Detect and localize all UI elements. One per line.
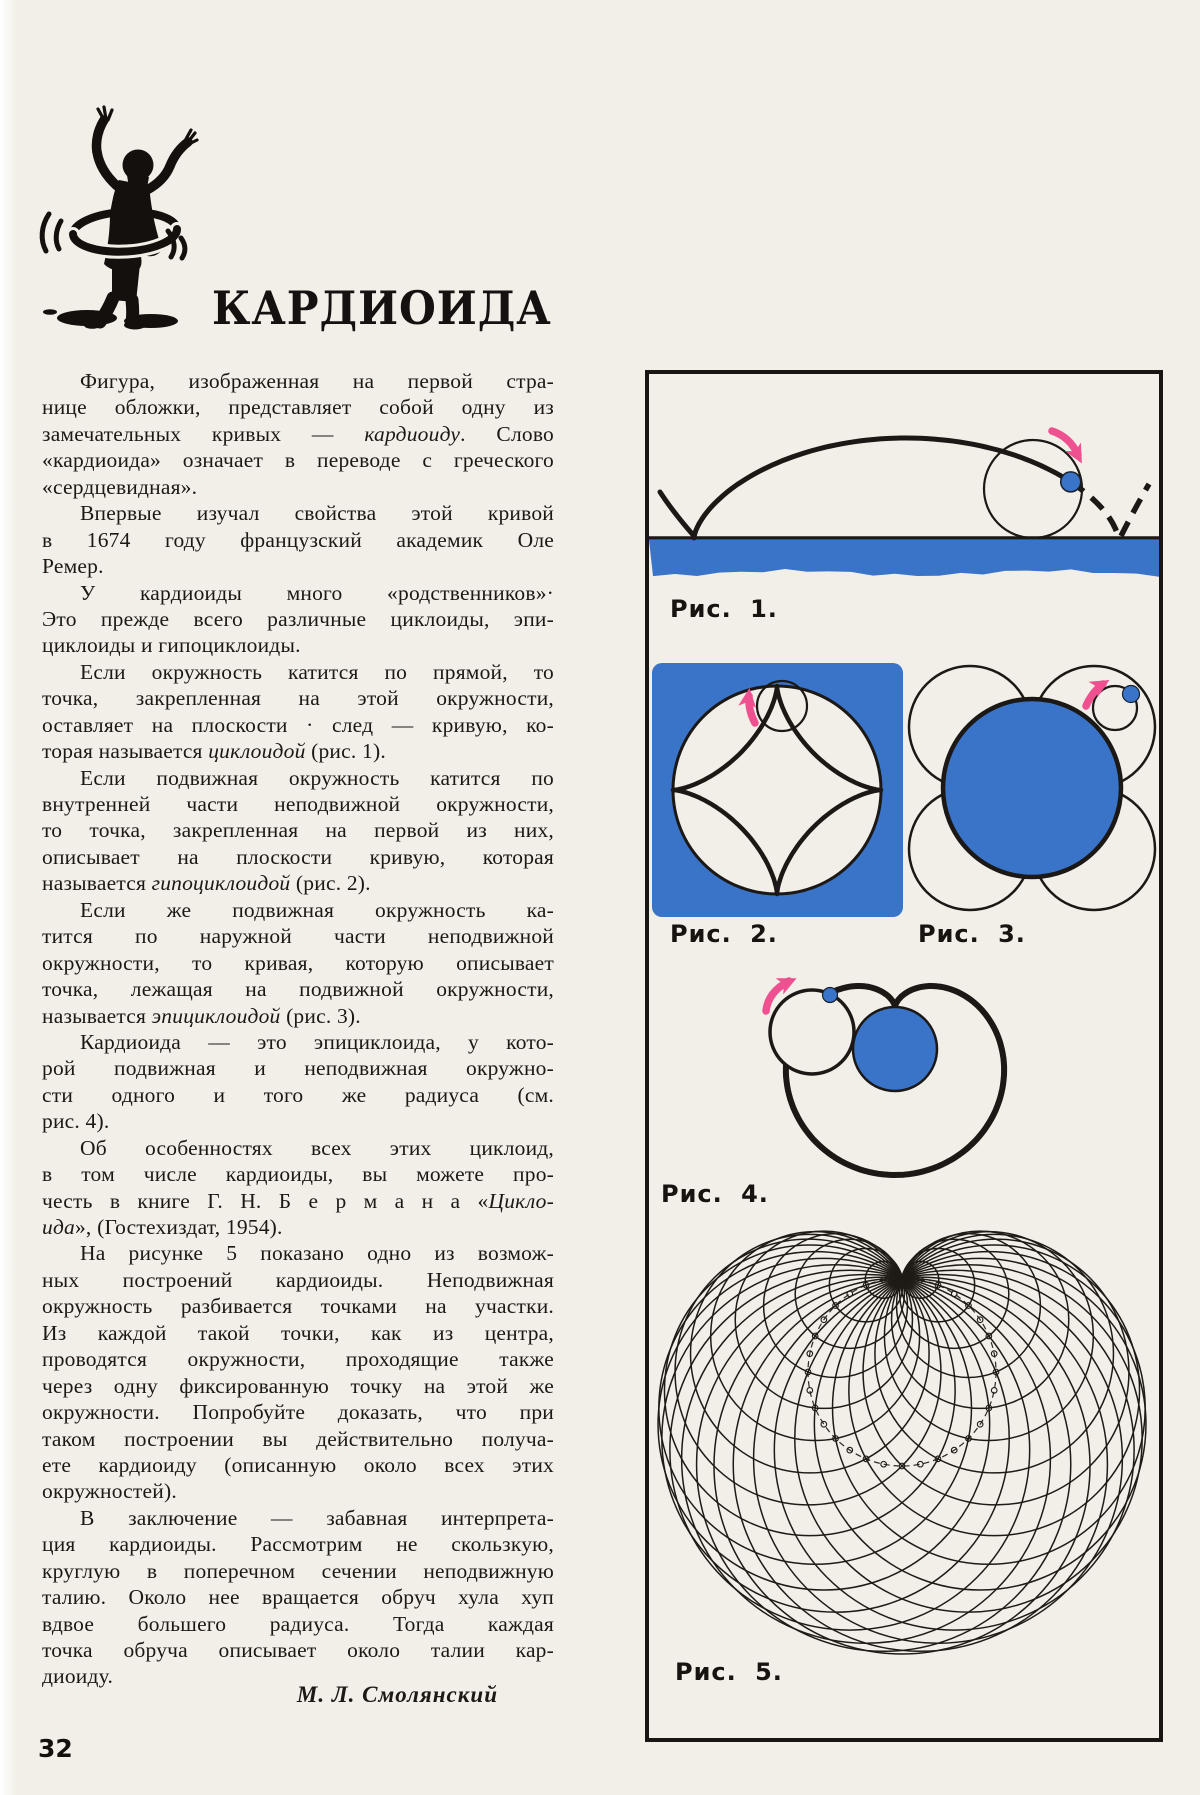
text-line: талию. Около нее вращается обруч хула хуп [42,1585,554,1610]
text-line: рис. 4). [42,1109,110,1134]
text-line: то точка, закрепленная на первой из них, [42,818,554,843]
text-line: рой подвижная и неподвижная окружно- [42,1056,554,1081]
text-line: В заключение — забавная интерпрета- [80,1505,554,1530]
text-line: Если подвижная окружность катится по [80,765,554,790]
text-line: честь в книге Г. Н. Б е р м а н а «Цикло- [42,1188,554,1213]
author-signature: М. Л. Смолянский [296,1682,498,1707]
text-line: нице обложки, представляет собой одну из [42,395,554,420]
text-line: точка, закрепленная на этой окружности, [42,686,554,711]
text-line: Ремер. [42,554,104,579]
text-line: «кардиоида» означает в переводе с греческого [42,448,554,473]
text-line: круглую в поперечном сечении неподвижную [42,1558,554,1583]
text-line: внутренней части неподвижной окружности, [42,792,554,816]
text-line: диоиду. [42,1664,114,1689]
figure-5-caption: Рис. 5. [675,1658,783,1686]
text-line: «сердцевидная». [42,474,198,499]
text-line: окружность разбивается точками на участки. [42,1294,554,1319]
text-line: описывает на плоскости кривую, которая [42,844,554,869]
text-line: оставляет на плоскости · след — кривую, ко- [42,712,554,737]
figure-2-caption: Рис. 2. [670,920,778,948]
text-line: ида», (Гостехиздат, 1954). [42,1215,283,1239]
text-line: проводятся окружности, проходящие также [42,1347,554,1372]
text-line: в 1674 году французский академик Оле [42,527,554,552]
text-line: в том числе кардиоиды, вы можете про- [42,1162,554,1187]
text-line: У кардиоиды много «родственников»· [80,580,554,605]
text-line: тится по наружной части неподвижной [42,924,554,949]
text-line: точка, лежащая на подвижной окружности, [42,977,554,1002]
figure-3-caption: Рис. 3. [918,920,1026,948]
text-line: Это прежде всего различные циклоиды, эпи- [42,606,554,631]
text-line: через одну фиксированную точку на этой же [42,1373,554,1398]
text-line: ете кардиоиду (описанную около всех этих [42,1452,554,1477]
text-line: вдвое большего радиуса. Тогда каждая [42,1611,554,1636]
figures-drawing [649,374,1159,1738]
text-line: замечательных кривых — кардиоиду. Слово [42,421,554,446]
figure-4-caption: Рис. 4. [661,1180,769,1208]
text-line: Если же подвижная окружность ка- [80,897,554,922]
text-line: На рисунке 5 показано одно из возмож- [80,1241,554,1266]
figures-panel [645,370,1163,1742]
page-number: 32 [38,1734,73,1763]
text-line: Кардиоида — это эпициклоида, у кото- [80,1029,554,1054]
text-line: торая называется циклоидой (рис. 1). [42,739,386,764]
text-line: циклоиды и гипоциклоиды. [42,633,301,658]
text-line: точка обруча описывает около талии кар- [42,1638,554,1662]
page-title: КАРДИОИДА [212,281,552,335]
figure-1-caption: Рис. 1. [670,595,778,623]
text-line: ных построений кардиоиды. Неподвижная [42,1267,554,1292]
text-line: Впервые изучал свойства этой кривой [80,501,554,526]
text-line: окружности, то кривая, которую описывает [42,950,554,975]
hula-hoop-dancer-illustration [28,93,212,341]
text-line: окружности. Попробуйте доказать, что при [42,1400,554,1425]
text-line: Из каждой такой точки, как из центра, [42,1320,554,1345]
text-line: называется эпициклоидой (рис. 3). [42,1003,361,1028]
text-line: ция кардиоиды. Рассмотрим не скользкую, [42,1532,554,1557]
text-line: таком построении вы действительно получа- [42,1426,554,1451]
text-line: Об особенностях всех этих циклоид, [80,1135,554,1160]
text-line: называется гипоциклоидой (рис. 2). [42,871,371,896]
text-line: Если окружность катится по прямой, то [80,659,554,684]
text-line: окружностей). [42,1479,177,1504]
article-text [42,368,554,1690]
text-line: сти одного и того же радиуса (см. [42,1082,554,1107]
text-line: Фигура, изображенная на первой стра- [80,369,554,393]
